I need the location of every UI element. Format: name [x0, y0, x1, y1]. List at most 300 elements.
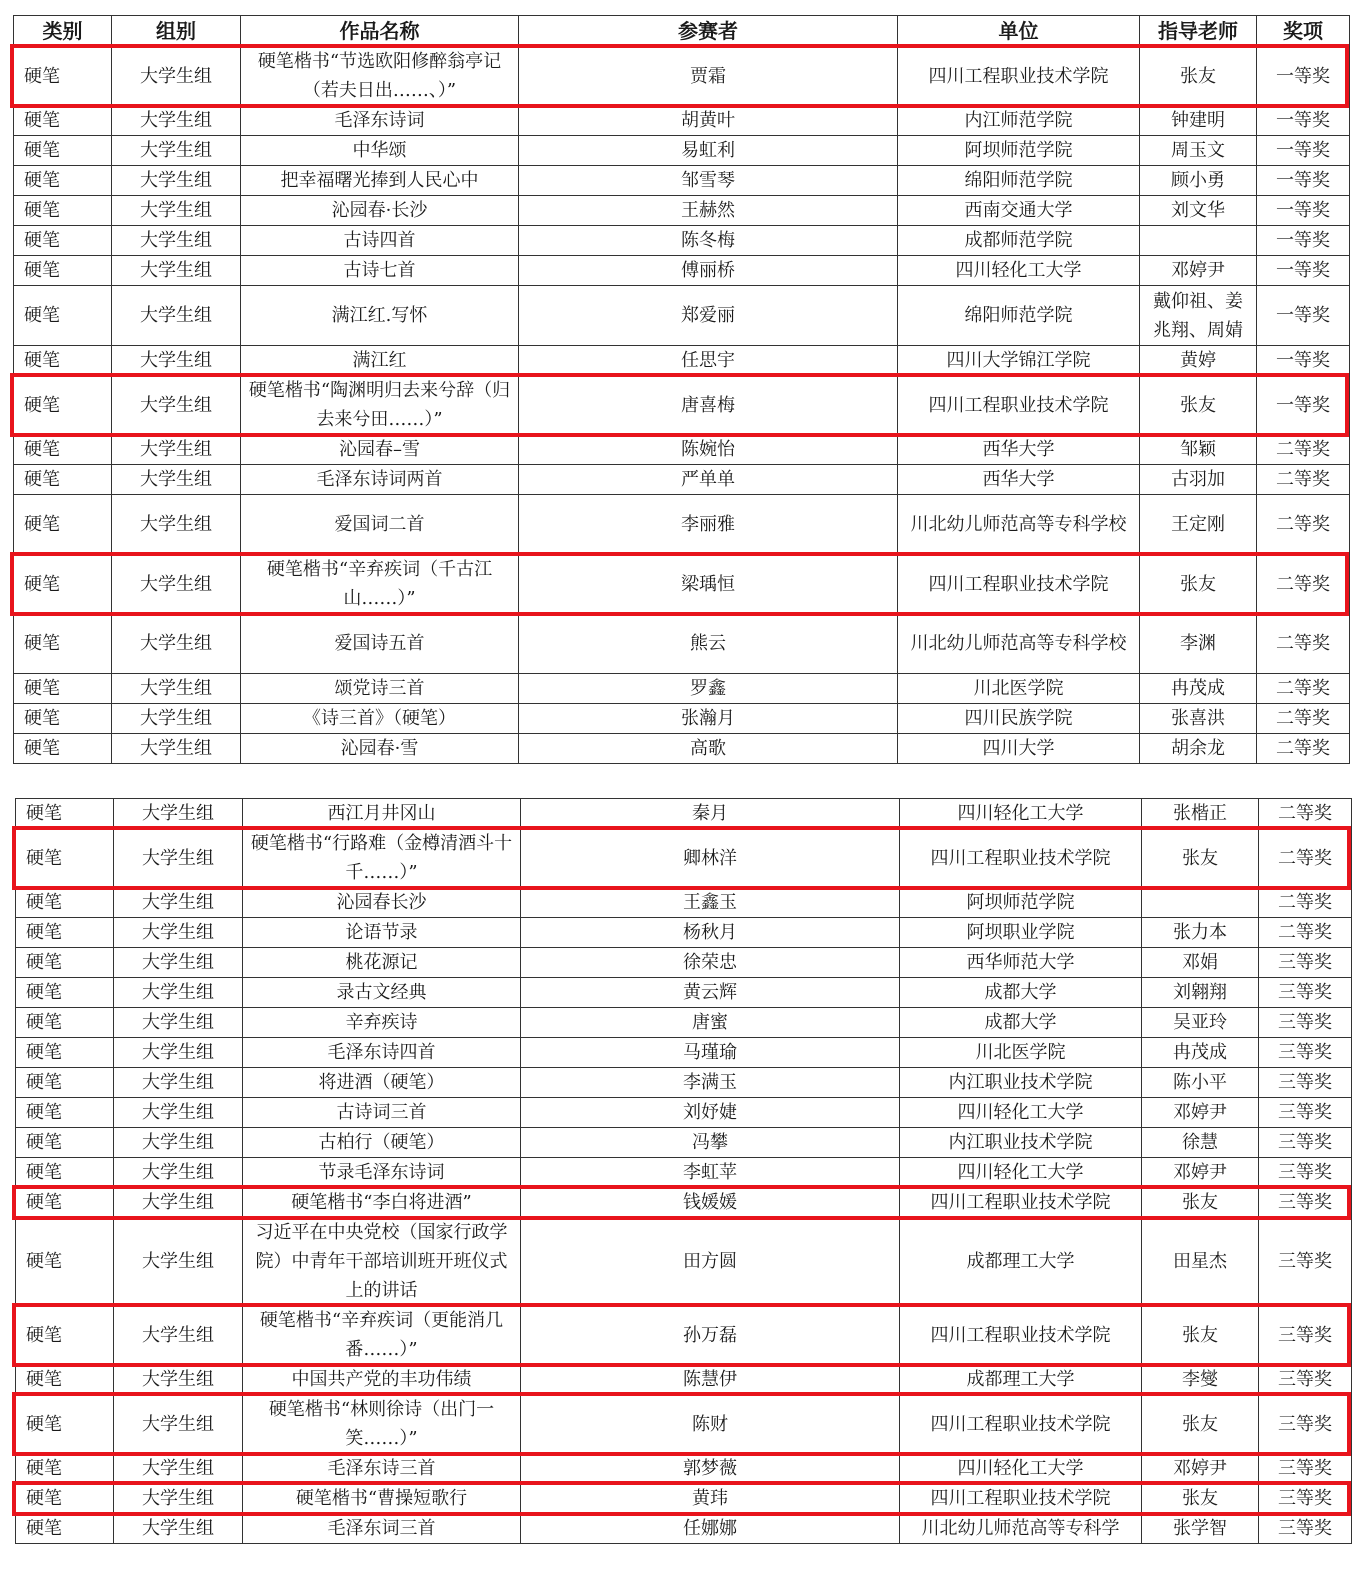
cell-participant: 刘妤婕	[521, 1098, 900, 1128]
cell-teacher	[1142, 888, 1259, 918]
cell-participant: 冯攀	[521, 1128, 900, 1158]
cell-group: 大学生组	[114, 1038, 243, 1068]
cell-group: 大学生组	[112, 166, 241, 196]
table-row	[16, 1128, 1352, 1158]
cell-group: 大学生组	[112, 376, 241, 435]
cell-category: 硬笔	[14, 734, 112, 764]
cell-group: 大学生组	[112, 136, 241, 166]
table-row	[16, 1365, 1352, 1395]
cell-category: 硬笔	[14, 555, 112, 614]
table-row	[16, 1218, 1352, 1306]
cell-unit: 内江职业技术学院	[900, 1068, 1142, 1098]
cell-unit: 四川轻化工大学	[900, 1098, 1142, 1128]
cell-participant: 贾霜	[519, 47, 898, 106]
cell-participant: 李满玉	[521, 1068, 900, 1098]
cell-group: 大学生组	[112, 256, 241, 286]
cell-teacher: 张友	[1140, 376, 1257, 435]
cell-work: 颂党诗三首	[241, 674, 519, 704]
cell-award: 三等奖	[1259, 1365, 1352, 1395]
cell-work: 毛泽东词三首	[243, 1514, 521, 1544]
cell-teacher: 张友	[1142, 829, 1259, 888]
cell-unit: 四川工程职业技术学院	[900, 1395, 1142, 1454]
cell-category: 硬笔	[16, 1454, 114, 1484]
cell-group: 大学生组	[114, 1218, 243, 1306]
highlighted-table-row	[14, 47, 1350, 106]
cell-category: 硬笔	[16, 1038, 114, 1068]
cell-category: 硬笔	[16, 799, 114, 829]
cell-category: 硬笔	[14, 256, 112, 286]
cell-work: 硬笔楷书“陶渊明归去来兮辞（归去来兮田……）”	[241, 376, 519, 435]
cell-work: 毛泽东诗三首	[243, 1454, 521, 1484]
cell-award: 三等奖	[1259, 1306, 1352, 1365]
cell-participant: 高歌	[519, 734, 898, 764]
cell-award: 二等奖	[1257, 674, 1350, 704]
cell-participant: 罗鑫	[519, 674, 898, 704]
cell-teacher: 张学智	[1142, 1514, 1259, 1544]
cell-group: 大学生组	[112, 435, 241, 465]
cell-award: 二等奖	[1257, 614, 1350, 674]
cell-participant: 严单单	[519, 465, 898, 495]
cell-participant: 徐荣忠	[521, 948, 900, 978]
header-award: 奖项	[1257, 16, 1350, 47]
cell-unit: 四川工程职业技术学院	[898, 376, 1140, 435]
cell-teacher: 张友	[1142, 1188, 1259, 1218]
table-row	[14, 704, 1350, 734]
cell-award: 三等奖	[1259, 1484, 1352, 1514]
cell-teacher	[1140, 226, 1257, 256]
cell-unit: 四川轻化工大学	[900, 1158, 1142, 1188]
cell-group: 大学生组	[114, 1098, 243, 1128]
cell-award: 三等奖	[1259, 1158, 1352, 1188]
cell-category: 硬笔	[14, 106, 112, 136]
cell-category: 硬笔	[16, 948, 114, 978]
cell-category: 硬笔	[14, 495, 112, 555]
cell-category: 硬笔	[14, 614, 112, 674]
cell-participant: 郑爱丽	[519, 286, 898, 346]
cell-teacher: 张友	[1142, 1395, 1259, 1454]
table-row	[16, 948, 1352, 978]
cell-category: 硬笔	[16, 1484, 114, 1514]
cell-participant: 陈冬梅	[519, 226, 898, 256]
cell-participant: 熊云	[519, 614, 898, 674]
cell-participant: 张瀚月	[519, 704, 898, 734]
cell-participant: 唐蜜	[521, 1008, 900, 1038]
table-row	[16, 1038, 1352, 1068]
cell-group: 大学生组	[114, 829, 243, 888]
cell-unit: 四川工程职业技术学院	[898, 47, 1140, 106]
cell-award: 三等奖	[1259, 1068, 1352, 1098]
cell-category: 硬笔	[16, 1306, 114, 1365]
cell-award: 三等奖	[1259, 1008, 1352, 1038]
cell-category: 硬笔	[16, 829, 114, 888]
cell-work: 硬笔楷书“李白将进酒”	[243, 1188, 521, 1218]
cell-teacher: 张友	[1140, 555, 1257, 614]
cell-group: 大学生组	[114, 799, 243, 829]
cell-work: 爱国词二首	[241, 495, 519, 555]
cell-work: 《诗三首》（硬笔）	[241, 704, 519, 734]
cell-participant: 胡黄叶	[519, 106, 898, 136]
table-row	[14, 136, 1350, 166]
table-row	[14, 286, 1350, 346]
header-group: 组别	[112, 16, 241, 47]
cell-unit: 四川工程职业技术学院	[900, 1484, 1142, 1514]
cell-group: 大学生组	[114, 1158, 243, 1188]
cell-award: 二等奖	[1259, 918, 1352, 948]
cell-teacher: 邹颖	[1140, 435, 1257, 465]
cell-unit: 四川轻化工大学	[898, 256, 1140, 286]
cell-participant: 黄玮	[521, 1484, 900, 1514]
cell-work: 古柏行（硬笔）	[243, 1128, 521, 1158]
cell-group: 大学生组	[114, 1306, 243, 1365]
cell-award: 二等奖	[1257, 435, 1350, 465]
cell-group: 大学生组	[112, 614, 241, 674]
table-row	[16, 1514, 1352, 1544]
cell-work: 把幸福曙光捧到人民心中	[241, 166, 519, 196]
cell-teacher: 刘翱翔	[1142, 978, 1259, 1008]
header-teacher: 指导老师	[1140, 16, 1257, 47]
cell-teacher: 刘文华	[1140, 196, 1257, 226]
cell-work: 中华颂	[241, 136, 519, 166]
highlighted-table-row	[16, 1306, 1352, 1365]
cell-teacher: 张楷正	[1142, 799, 1259, 829]
cell-unit: 四川工程职业技术学院	[900, 1306, 1142, 1365]
cell-award: 二等奖	[1259, 829, 1352, 888]
cell-unit: 阿坝职业学院	[900, 918, 1142, 948]
cell-category: 硬笔	[16, 1008, 114, 1038]
cell-teacher: 邓婷尹	[1142, 1158, 1259, 1188]
cell-award: 二等奖	[1257, 465, 1350, 495]
cell-teacher: 周玉文	[1140, 136, 1257, 166]
cell-group: 大学生组	[112, 346, 241, 376]
cell-category: 硬笔	[16, 1188, 114, 1218]
cell-category: 硬笔	[16, 1158, 114, 1188]
cell-work: 毛泽东诗词	[241, 106, 519, 136]
cell-teacher: 邓婷尹	[1142, 1098, 1259, 1128]
cell-participant: 田方圆	[521, 1218, 900, 1306]
awards-table-2	[15, 798, 1352, 1544]
highlighted-table-row	[14, 555, 1350, 614]
cell-unit: 成都师范学院	[898, 226, 1140, 256]
cell-work: 习近平在中央党校（国家行政学院）中青年干部培训班开班仪式上的讲话	[243, 1218, 521, 1306]
cell-teacher: 张友	[1140, 47, 1257, 106]
cell-teacher: 冉茂成	[1142, 1038, 1259, 1068]
cell-unit: 四川轻化工大学	[900, 1454, 1142, 1484]
cell-participant: 唐喜梅	[519, 376, 898, 435]
cell-award: 一等奖	[1257, 376, 1350, 435]
cell-unit: 四川工程职业技术学院	[900, 829, 1142, 888]
cell-unit: 四川工程职业技术学院	[898, 555, 1140, 614]
table-row	[16, 1008, 1352, 1038]
cell-award: 三等奖	[1259, 978, 1352, 1008]
cell-group: 大学生组	[112, 47, 241, 106]
cell-teacher: 李渊	[1140, 614, 1257, 674]
cell-award: 二等奖	[1259, 799, 1352, 829]
cell-award: 三等奖	[1259, 1128, 1352, 1158]
cell-teacher: 吴亚玲	[1142, 1008, 1259, 1038]
cell-award: 三等奖	[1259, 1454, 1352, 1484]
cell-participant: 邹雪琴	[519, 166, 898, 196]
cell-category: 硬笔	[14, 47, 112, 106]
cell-unit: 西华大学	[898, 465, 1140, 495]
cell-teacher: 张力本	[1142, 918, 1259, 948]
cell-unit: 成都大学	[900, 1008, 1142, 1038]
cell-category: 硬笔	[16, 1395, 114, 1454]
cell-work: 录古文经典	[243, 978, 521, 1008]
cell-award: 三等奖	[1259, 1514, 1352, 1544]
cell-participant: 李丽雅	[519, 495, 898, 555]
cell-work: 硬笔楷书“辛弃疾词（更能消几番……）”	[243, 1306, 521, 1365]
cell-group: 大学生组	[112, 495, 241, 555]
cell-teacher: 田星杰	[1142, 1218, 1259, 1306]
cell-work: 沁园春–雪	[241, 435, 519, 465]
cell-award: 二等奖	[1257, 704, 1350, 734]
cell-group: 大学生组	[112, 106, 241, 136]
table-row	[14, 226, 1350, 256]
cell-work: 将进酒（硬笔）	[243, 1068, 521, 1098]
cell-unit: 成都理工大学	[900, 1218, 1142, 1306]
cell-award: 一等奖	[1257, 196, 1350, 226]
cell-group: 大学生组	[114, 918, 243, 948]
cell-work: 沁园春长沙	[243, 888, 521, 918]
cell-unit: 阿坝师范学院	[898, 136, 1140, 166]
cell-participant: 梁瑀恒	[519, 555, 898, 614]
cell-group: 大学生组	[114, 948, 243, 978]
cell-category: 硬笔	[14, 465, 112, 495]
cell-unit: 川北幼儿师范高等专科学	[900, 1514, 1142, 1544]
cell-participant: 陈婉怡	[519, 435, 898, 465]
cell-teacher: 邓娟	[1142, 948, 1259, 978]
cell-award: 三等奖	[1259, 948, 1352, 978]
cell-work: 硬笔楷书“行路难（金樽清酒斗十千……）”	[243, 829, 521, 888]
table-row	[14, 495, 1350, 555]
cell-unit: 川北幼儿师范高等专科学校	[898, 614, 1140, 674]
cell-award: 三等奖	[1259, 1038, 1352, 1068]
cell-teacher: 顾小勇	[1140, 166, 1257, 196]
cell-teacher: 黄婷	[1140, 346, 1257, 376]
header-category: 类别	[14, 16, 112, 47]
cell-participant: 钱媛媛	[521, 1188, 900, 1218]
cell-award: 一等奖	[1257, 346, 1350, 376]
cell-award: 二等奖	[1257, 734, 1350, 764]
cell-award: 三等奖	[1259, 1188, 1352, 1218]
cell-group: 大学生组	[114, 888, 243, 918]
cell-unit: 西华师范大学	[900, 948, 1142, 978]
cell-category: 硬笔	[16, 978, 114, 1008]
header-row	[14, 16, 1350, 47]
table-row	[16, 1454, 1352, 1484]
cell-work: 爱国诗五首	[241, 614, 519, 674]
cell-work: 满江红	[241, 346, 519, 376]
cell-teacher: 邓婷尹	[1140, 256, 1257, 286]
cell-work: 硬笔楷书“节选欧阳修醉翁亭记（若夫日出……、）”	[241, 47, 519, 106]
cell-participant: 杨秋月	[521, 918, 900, 948]
cell-group: 大学生组	[112, 674, 241, 704]
cell-category: 硬笔	[16, 1068, 114, 1098]
cell-teacher: 钟建明	[1140, 106, 1257, 136]
highlighted-table-row	[16, 829, 1352, 888]
cell-work: 硬笔楷书“林则徐诗（出门一笑……）”	[243, 1395, 521, 1454]
cell-unit: 西华大学	[898, 435, 1140, 465]
cell-teacher: 戴仰祖、姜兆翔、周婧	[1140, 286, 1257, 346]
table-row	[16, 978, 1352, 1008]
cell-category: 硬笔	[16, 1365, 114, 1395]
cell-category: 硬笔	[16, 918, 114, 948]
cell-group: 大学生组	[114, 1188, 243, 1218]
cell-group: 大学生组	[112, 465, 241, 495]
table-row	[14, 734, 1350, 764]
cell-unit: 四川工程职业技术学院	[900, 1188, 1142, 1218]
cell-category: 硬笔	[14, 704, 112, 734]
cell-work: 沁园春·雪	[241, 734, 519, 764]
cell-work: 西江月井冈山	[243, 799, 521, 829]
cell-group: 大学生组	[114, 1395, 243, 1454]
cell-group: 大学生组	[114, 1365, 243, 1395]
cell-category: 硬笔	[14, 226, 112, 256]
cell-teacher: 古羽加	[1140, 465, 1257, 495]
cell-category: 硬笔	[16, 1514, 114, 1544]
cell-unit: 川北幼儿师范高等专科学校	[898, 495, 1140, 555]
cell-category: 硬笔	[14, 376, 112, 435]
cell-group: 大学生组	[114, 1128, 243, 1158]
cell-group: 大学生组	[114, 1484, 243, 1514]
cell-award: 二等奖	[1259, 888, 1352, 918]
cell-category: 硬笔	[14, 435, 112, 465]
cell-teacher: 胡余龙	[1140, 734, 1257, 764]
cell-work: 桃花源记	[243, 948, 521, 978]
cell-unit: 四川轻化工大学	[900, 799, 1142, 829]
cell-unit: 四川民族学院	[898, 704, 1140, 734]
cell-participant: 马瑾瑜	[521, 1038, 900, 1068]
cell-participant: 任娜娜	[521, 1514, 900, 1544]
cell-participant: 任思宇	[519, 346, 898, 376]
table-row	[14, 674, 1350, 704]
cell-work: 节录毛泽东诗词	[243, 1158, 521, 1188]
cell-unit: 绵阳师范学院	[898, 286, 1140, 346]
cell-group: 大学生组	[112, 196, 241, 226]
cell-award: 三等奖	[1259, 1098, 1352, 1128]
header-participant: 参赛者	[519, 16, 898, 47]
cell-award: 一等奖	[1257, 256, 1350, 286]
header-unit: 单位	[898, 16, 1140, 47]
cell-teacher: 冉茂成	[1140, 674, 1257, 704]
highlighted-table-row	[16, 1395, 1352, 1454]
cell-group: 大学生组	[112, 226, 241, 256]
cell-teacher: 张友	[1142, 1306, 1259, 1365]
cell-work: 论语节录	[243, 918, 521, 948]
awards-table-1	[13, 15, 1350, 764]
cell-participant: 郭梦薇	[521, 1454, 900, 1484]
cell-work: 古诗四首	[241, 226, 519, 256]
cell-unit: 成都大学	[900, 978, 1142, 1008]
cell-unit: 川北医学院	[900, 1038, 1142, 1068]
cell-participant: 陈慧伊	[521, 1365, 900, 1395]
cell-work: 沁园春·长沙	[241, 196, 519, 226]
cell-award: 一等奖	[1257, 106, 1350, 136]
cell-category: 硬笔	[14, 196, 112, 226]
table-row	[16, 918, 1352, 948]
cell-work: 毛泽东诗四首	[243, 1038, 521, 1068]
cell-participant: 黄云辉	[521, 978, 900, 1008]
cell-award: 一等奖	[1257, 286, 1350, 346]
cell-unit: 绵阳师范学院	[898, 166, 1140, 196]
cell-category: 硬笔	[16, 1128, 114, 1158]
cell-unit: 成都理工大学	[900, 1365, 1142, 1395]
cell-category: 硬笔	[16, 888, 114, 918]
cell-group: 大学生组	[114, 1454, 243, 1484]
cell-teacher: 徐慧	[1142, 1128, 1259, 1158]
table-row	[16, 1098, 1352, 1128]
cell-participant: 王赫然	[519, 196, 898, 226]
cell-teacher: 李燮	[1142, 1365, 1259, 1395]
cell-teacher: 陈小平	[1142, 1068, 1259, 1098]
cell-category: 硬笔	[16, 1098, 114, 1128]
table-row	[14, 106, 1350, 136]
highlighted-table-row	[14, 376, 1350, 435]
cell-unit: 阿坝师范学院	[900, 888, 1142, 918]
cell-award: 一等奖	[1257, 166, 1350, 196]
cell-unit: 四川大学锦江学院	[898, 346, 1140, 376]
cell-group: 大学生组	[112, 286, 241, 346]
cell-award: 二等奖	[1257, 555, 1350, 614]
cell-work: 辛弃疾诗	[243, 1008, 521, 1038]
cell-group: 大学生组	[112, 555, 241, 614]
table-row	[14, 614, 1350, 674]
cell-award: 一等奖	[1257, 226, 1350, 256]
cell-work: 古诗词三首	[243, 1098, 521, 1128]
table-row	[14, 346, 1350, 376]
cell-participant: 傅丽桥	[519, 256, 898, 286]
cell-category: 硬笔	[16, 1218, 114, 1306]
cell-group: 大学生组	[114, 1068, 243, 1098]
cell-group: 大学生组	[112, 734, 241, 764]
table-row	[14, 256, 1350, 286]
cell-work: 满江红.写怀	[241, 286, 519, 346]
table-row	[14, 166, 1350, 196]
cell-award: 一等奖	[1257, 47, 1350, 106]
table-row	[16, 799, 1352, 829]
table-row	[16, 1068, 1352, 1098]
highlighted-table-row	[16, 1484, 1352, 1514]
cell-award: 二等奖	[1257, 495, 1350, 555]
cell-participant: 李虹苹	[521, 1158, 900, 1188]
cell-participant: 卿林洋	[521, 829, 900, 888]
cell-group: 大学生组	[114, 1514, 243, 1544]
cell-participant: 陈财	[521, 1395, 900, 1454]
cell-unit: 内江师范学院	[898, 106, 1140, 136]
cell-participant: 秦月	[521, 799, 900, 829]
cell-work: 中国共产党的丰功伟绩	[243, 1365, 521, 1395]
cell-category: 硬笔	[14, 674, 112, 704]
cell-group: 大学生组	[114, 978, 243, 1008]
cell-unit: 内江职业技术学院	[900, 1128, 1142, 1158]
table-row	[14, 435, 1350, 465]
table-row	[14, 465, 1350, 495]
cell-unit: 川北医学院	[898, 674, 1140, 704]
cell-teacher: 王定刚	[1140, 495, 1257, 555]
cell-teacher: 邓婷尹	[1142, 1454, 1259, 1484]
cell-unit: 四川大学	[898, 734, 1140, 764]
cell-category: 硬笔	[14, 346, 112, 376]
cell-unit: 西南交通大学	[898, 196, 1140, 226]
cell-work: 硬笔楷书“曹操短歌行	[243, 1484, 521, 1514]
cell-award: 三等奖	[1259, 1395, 1352, 1454]
header-work: 作品名称	[241, 16, 519, 47]
cell-category: 硬笔	[14, 286, 112, 346]
cell-category: 硬笔	[14, 136, 112, 166]
cell-participant: 孙万磊	[521, 1306, 900, 1365]
cell-category: 硬笔	[14, 166, 112, 196]
highlighted-table-row	[16, 1188, 1352, 1218]
